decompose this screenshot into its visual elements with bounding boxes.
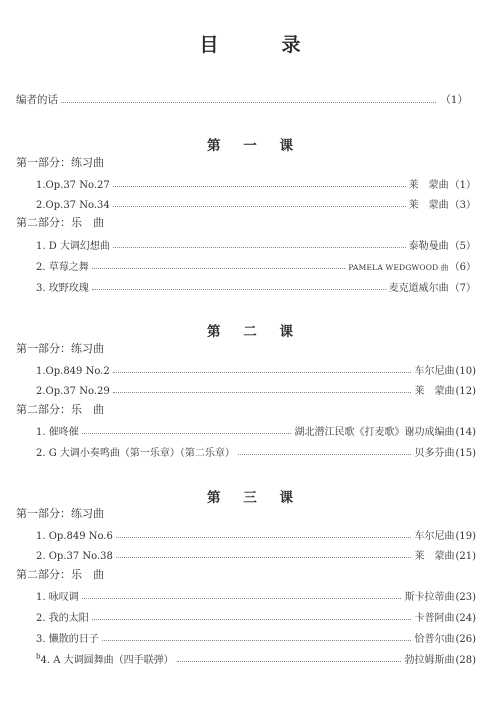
entry-page: （6） [449, 262, 476, 273]
leader-dots [113, 372, 412, 373]
entry-page: (24) [455, 613, 476, 624]
leader-dots [92, 289, 386, 290]
page-title: 目 录 [199, 34, 323, 56]
entry-title: 2. G 大调小奏鸣曲（第一乐章）（第二乐章） [36, 448, 235, 459]
toc-entry[interactable] [36, 258, 476, 273]
entry-title-wrap [36, 651, 174, 666]
entry-page: （5） [449, 241, 476, 252]
entry-title: 3. 玫野玫瑰 [36, 283, 89, 294]
toc-entry[interactable] [36, 630, 476, 645]
entry-composer: 卡普阿曲 [414, 613, 455, 624]
leader-dots [92, 268, 346, 269]
leader-dots [113, 186, 406, 187]
leader-dots [82, 433, 292, 434]
leader-dots [238, 454, 412, 455]
entry-title: 1.Op.37 No.27 [36, 180, 110, 191]
leader-dots [113, 392, 412, 393]
leader-dots [116, 557, 412, 558]
entry-composer: 车尔尼曲 [414, 366, 455, 377]
part-heading: 第二部分：乐 曲 [16, 216, 104, 229]
toc-entry[interactable] [36, 196, 476, 211]
leader-dots [102, 640, 412, 641]
entry-composer: 湖北潜江民歌《打麦歌》谢功成编曲 [294, 427, 455, 438]
entry-title: 2.Op.37 No.34 [36, 200, 110, 211]
entry-composer: 莱 蒙曲 [414, 386, 455, 397]
toc-entry-preface[interactable] [16, 92, 468, 107]
entry-title: 1. 催咚催 [36, 427, 79, 438]
toc-entry[interactable] [36, 588, 476, 603]
toc-entry[interactable] [36, 237, 476, 252]
leader-dots [177, 661, 402, 662]
toc-entry[interactable] [36, 382, 476, 397]
entry-page: （1） [440, 94, 468, 106]
flat-sign: b [36, 652, 41, 661]
entry-title: 1. D 大调幻想曲 [36, 241, 110, 252]
entry-composer: PAMELA WEDGWOOD 曲 [348, 263, 449, 272]
entry-page: (26) [455, 634, 476, 645]
part-heading: 第一部分：练习曲 [16, 342, 104, 355]
leader-dots [92, 619, 412, 620]
lesson-heading: 第 一 课 [207, 138, 302, 154]
toc-entry[interactable] [36, 527, 476, 542]
entry-page: (14) [455, 427, 476, 438]
entry-title: 2.Op.37 No.29 [36, 386, 110, 397]
entry-page: (23) [455, 592, 476, 603]
entry-composer: 麦克道威尔曲 [388, 283, 449, 294]
entry-composer: 莱 蒙曲 [408, 200, 449, 211]
entry-page: (10) [455, 366, 476, 377]
entry-composer: 车尔尼曲 [414, 531, 455, 542]
entry-page: (19) [455, 531, 476, 542]
entry-title: 编者的话 [16, 94, 58, 106]
toc-entry[interactable] [36, 176, 476, 191]
toc-entry[interactable] [36, 444, 476, 459]
toc-entry[interactable] [36, 609, 476, 624]
toc-entry[interactable] [36, 279, 476, 294]
part-heading: 第一部分：练习曲 [16, 507, 104, 520]
entry-composer: 斯卡拉蒂曲 [404, 592, 455, 603]
entry-composer: 泰勒曼曲 [408, 241, 449, 252]
entry-title: 1.Op.849 No.2 [36, 366, 110, 377]
entry-title: 1. Op.849 No.6 [36, 531, 113, 542]
leader-dots [113, 206, 406, 207]
entry-page: (28) [455, 655, 476, 666]
entry-composer: 贝多芬曲 [414, 448, 455, 459]
entry-title: 1. 咏叹调 [36, 592, 79, 603]
toc-entry[interactable] [36, 423, 476, 438]
toc-entry[interactable] [36, 651, 476, 666]
entry-title: 4. A 大调圆舞曲（四手联弹） [40, 655, 174, 666]
toc-entry[interactable] [36, 547, 476, 562]
entry-title: 2. 草莓之舞 [36, 262, 89, 273]
part-heading: 第一部分：练习曲 [16, 156, 104, 169]
part-heading: 第二部分：乐 曲 [16, 568, 104, 581]
leader-dots [61, 102, 436, 103]
entry-composer: 恰普尔曲 [414, 634, 455, 645]
lesson-heading: 第 三 课 [207, 490, 302, 506]
entry-page: （3） [449, 200, 476, 211]
entry-title: 2. Op.37 No.38 [36, 551, 113, 562]
leader-dots [113, 247, 406, 248]
leader-dots [116, 537, 412, 538]
lesson-heading: 第 二 课 [207, 324, 302, 340]
part-heading: 第二部分：乐 曲 [16, 403, 104, 416]
leader-dots [82, 598, 402, 599]
entry-title: 2. 我的太阳 [36, 613, 89, 624]
entry-composer: 莱 蒙曲 [408, 180, 449, 191]
entry-page: （7） [449, 283, 476, 294]
entry-title: 3. 懒散的日子 [36, 634, 99, 645]
entry-composer: 莱 蒙曲 [414, 551, 455, 562]
entry-page: (15) [455, 448, 476, 459]
entry-composer: 勃拉姆斯曲 [404, 655, 455, 666]
toc-entry[interactable] [36, 362, 476, 377]
entry-page: (12) [455, 386, 476, 397]
entry-page: (21) [455, 551, 476, 562]
entry-page: （1） [449, 180, 476, 191]
